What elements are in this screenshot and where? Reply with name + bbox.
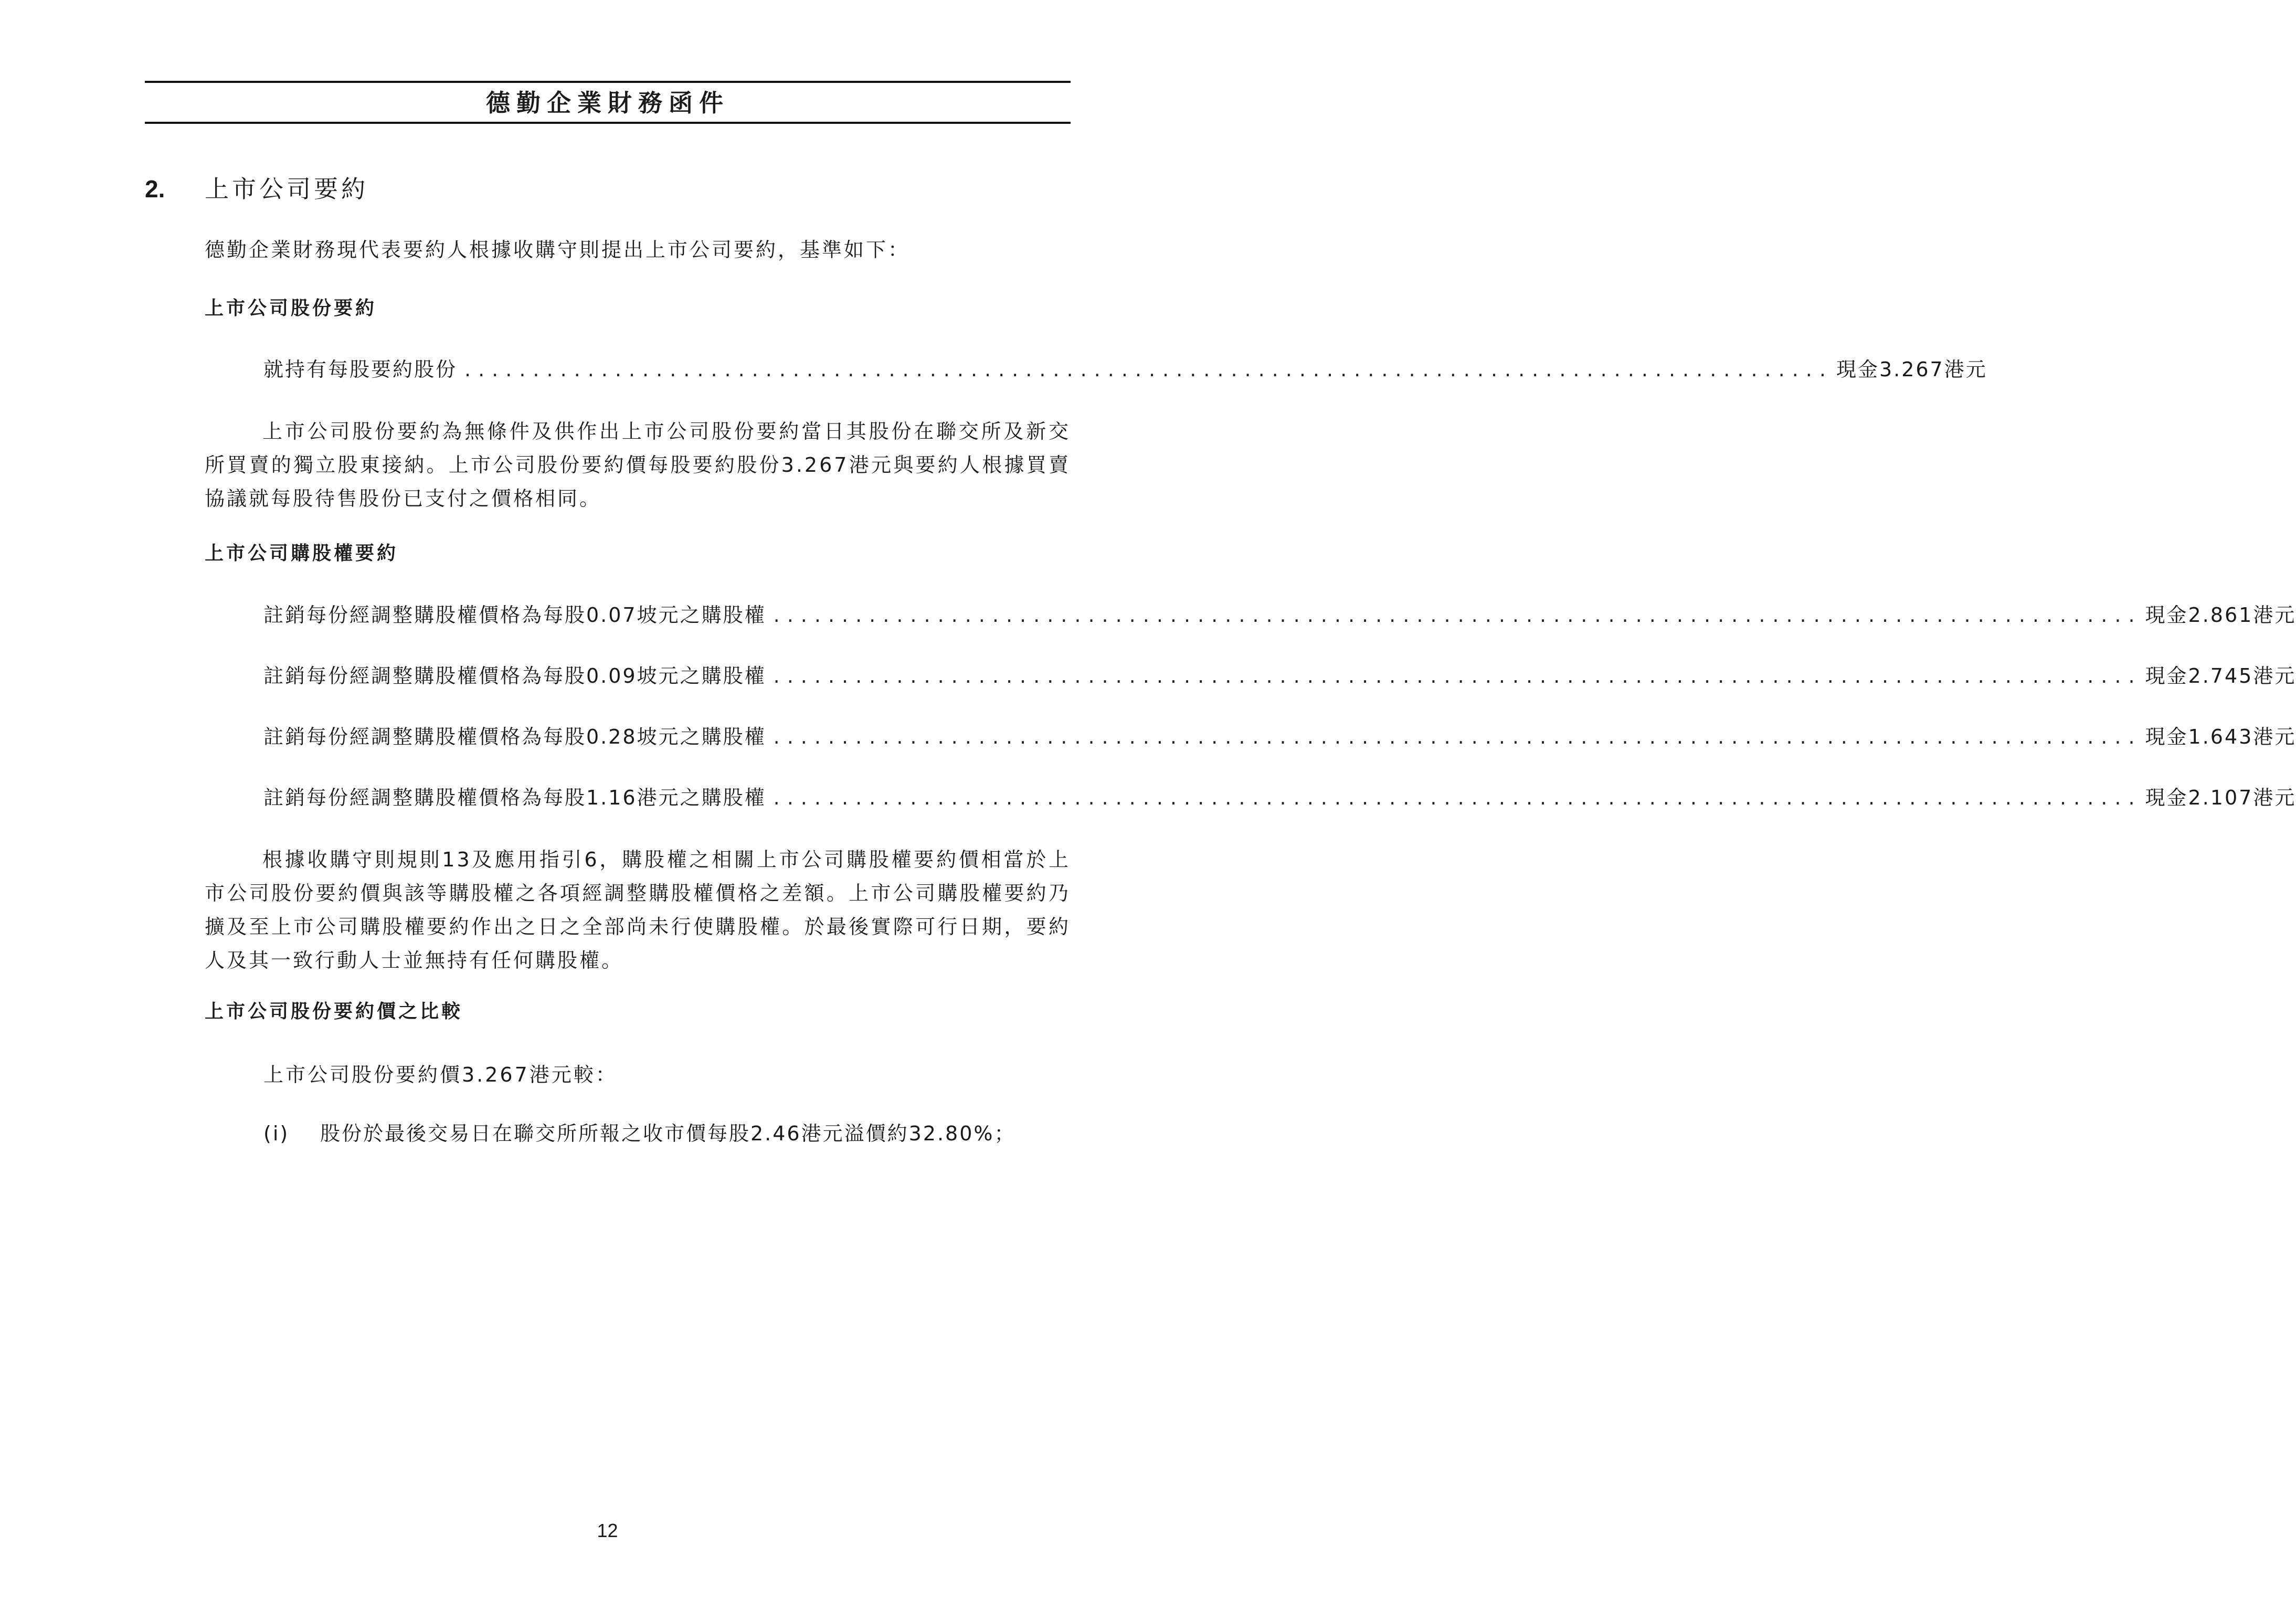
page-number: 12 <box>597 1520 618 1541</box>
share-offer-value: 現金3.267港元 <box>1836 358 1987 381</box>
section-number: 2. <box>145 175 165 203</box>
share-offer-paragraph: 上市公司股份要約為無條件及供作出上市公司股份要約當日其股份在聯交所及新交所買賣的獨立股東接納。上市公司股份要約價每股要約股份3.267港元與要約人根據買賣協議就每股待售股份已支付之價格相同。 <box>205 420 1071 510</box>
comparison-heading: 上市公司股份要約價之比較 <box>205 1001 463 1022</box>
section-heading <box>145 172 368 206</box>
option-offer-heading: 上市公司購股權要約 <box>205 543 399 564</box>
option-offer-row <box>263 599 2296 631</box>
option-offer-value: 現金2.861港元 <box>2145 603 2296 627</box>
option-offer-value: 現金1.643港元 <box>2145 725 2296 748</box>
share-offer-label: 就持有每股要約股份 <box>263 358 458 381</box>
share-offer-heading: 上市公司股份要約 <box>205 298 377 319</box>
list-marker: (i) <box>263 1122 290 1145</box>
intro-paragraph: 德勤企業財務現代表要約人根據收購守則提出上市公司要約，基準如下： <box>205 238 911 261</box>
option-offer-paragraph: 根據收購守則規則13及應用指引6，購股權之相關上市公司購股權要約價相當於上市公司股份要約價與該等購股權之各項經調整購股權價格之差額。上市公司購股權要約乃擴及至上市公司購股權要約作出之日之全部尚未行使購股權。於最後實際可行日期，要約人及其一致行動人士並無持有任何購股權。 <box>205 848 1071 972</box>
option-offer-row <box>263 721 2296 753</box>
option-offer-row <box>263 782 2296 813</box>
leader-dots: .................................................................................................... <box>773 786 2142 809</box>
leader-dots: .................................................................................................... <box>464 358 1833 381</box>
comparison-lead: 上市公司股份要約價3.267港元較： <box>263 1063 618 1086</box>
section-title: 上市公司要約 <box>205 175 368 203</box>
leader-dots: .................................................................................................... <box>773 603 2142 627</box>
option-offer-value: 現金2.107港元 <box>2145 786 2296 809</box>
option-offer-label: 註銷每份經調整購股權價格為每股0.07坡元之購股權 <box>263 603 766 627</box>
option-offer-label: 註銷每份經調整購股權價格為每股0.09坡元之購股權 <box>263 664 766 687</box>
option-offer-label: 註銷每份經調整購股權價格為每股1.16港元之購股權 <box>263 786 766 809</box>
header-rule-bottom <box>145 122 1071 124</box>
option-offer-row <box>263 660 2296 692</box>
leader-dots: .................................................................................................... <box>773 725 2142 748</box>
comparison-list-item <box>263 1118 1016 1149</box>
header-rule-top <box>145 81 1071 83</box>
share-offer-row <box>263 354 1987 385</box>
option-offer-value: 現金2.745港元 <box>2145 664 2296 687</box>
list-item-text: 股份於最後交易日在聯交所所報之收市價每股2.46港元溢價約32.80%； <box>320 1122 1016 1145</box>
leader-dots: .................................................................................................... <box>773 664 2142 687</box>
page-header-title: 德勤企業財務函件 <box>486 89 729 117</box>
option-offer-label: 註銷每份經調整購股權價格為每股0.28坡元之購股權 <box>263 725 766 748</box>
